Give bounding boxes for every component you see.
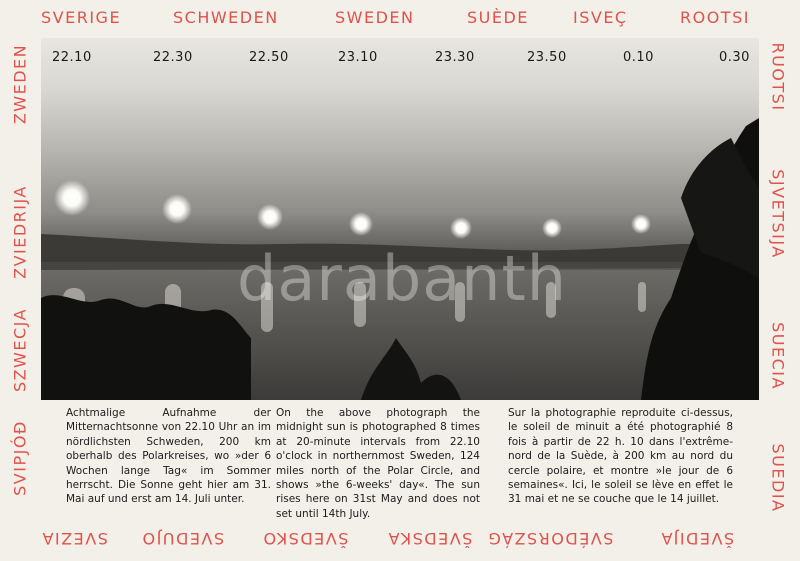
border-word-bottom: ŠVEDSKO xyxy=(262,529,349,548)
caption-german-text: Achtmalige Aufnahme der Mitternachtsonne von 22.10 Uhr an im nördlichsten Schweden, 200 km oberhalb des Polarkreises, wo »der 6 Wochen lange Tag« im Sommer herrscht. Die Sonne geht hier am 31. Mai auf und erst am 14. Juli unter. xyxy=(66,407,271,506)
border-word-right: SUECIA xyxy=(768,322,788,390)
border-word-left: SVIPJÓÐ xyxy=(10,420,30,496)
border-word-left: ZVIEDRIJA xyxy=(10,185,30,279)
border-word-bottom: SVÉDORSZÁG xyxy=(487,529,614,548)
time-label: 0.10 xyxy=(623,50,654,65)
time-label: 23.50 xyxy=(527,50,567,65)
border-word-top: ISVEÇ xyxy=(573,8,628,27)
border-word-right: SJVETSIJA xyxy=(768,169,788,259)
border-word-bottom: SVEZIA xyxy=(41,529,108,548)
border-word-left: SZWECJA xyxy=(10,307,30,393)
border-word-right: RUOTSI xyxy=(768,42,788,112)
border-word-right: SUEDIA xyxy=(768,443,788,513)
time-label: 0.30 xyxy=(719,50,750,65)
watermark: darabanth xyxy=(237,242,568,315)
border-word-top: SUÈDE xyxy=(467,8,529,27)
caption-french xyxy=(508,406,733,507)
border-word-top: ROOTSI xyxy=(680,8,750,27)
caption-german xyxy=(66,406,271,507)
border-word-left: ZWEDEN xyxy=(10,43,30,125)
caption-english-text: On the above photograph the midnight sun is photographed 8 times at 20-minute intervals from 22.10 o'clock in northernmost Sweden, 124 miles north of the Polar Circle, and shows »the 6-weeks' day«. The sun rises here on 31st May and does not set until 14th July. xyxy=(276,407,480,520)
border-word-bottom: ŠVEDSKA xyxy=(387,529,473,548)
time-label: 22.50 xyxy=(249,50,289,65)
border-word-bottom: SVEDUJO xyxy=(141,529,225,548)
border-word-top: SVERIGE xyxy=(41,8,122,27)
time-label: 22.30 xyxy=(153,50,193,65)
time-label: 22.10 xyxy=(52,50,92,65)
midnight-sun-photo xyxy=(41,38,759,400)
landscape-drawing xyxy=(41,38,759,400)
time-label: 23.10 xyxy=(338,50,378,65)
border-word-bottom: ŠVEDIJA xyxy=(660,529,735,548)
border-word-top: SWEDEN xyxy=(335,8,415,27)
time-label: 23.30 xyxy=(435,50,475,65)
border-word-top: SCHWEDEN xyxy=(173,8,279,27)
caption-french-text: Sur la photographie reproduite ci-dessus, le soleil de minuit a été photographié 8 fois à partir de 22 h. 10 dans l'extrême-nord de la Suède, à 200 km au nord du cercle polaire, et montre »le jour de 6 semaines«. Ici, le soleil se lève en effet le 31 mai et ne se couche que le 14 juillet. xyxy=(508,407,733,506)
caption-english xyxy=(276,406,480,521)
